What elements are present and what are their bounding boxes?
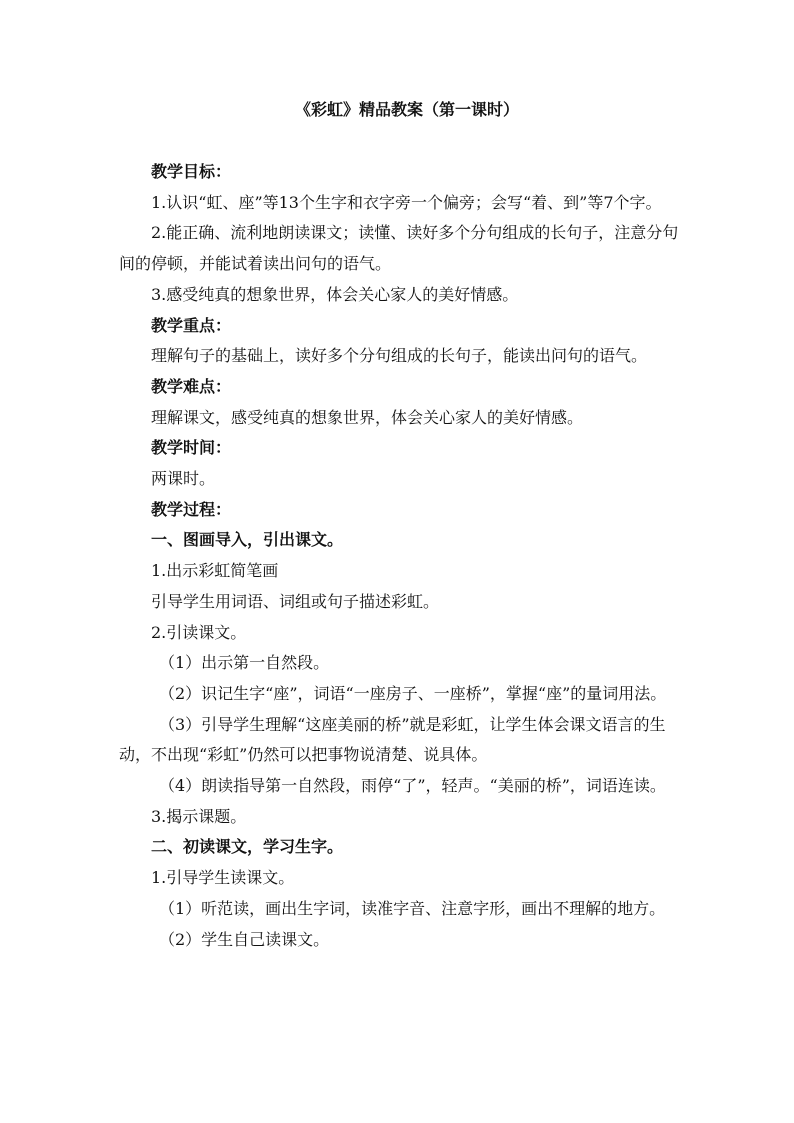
section-2-heading: 二、初读课文，学习生字。: [151, 837, 344, 857]
objective-3: 3.感受纯真的想象世界，体会关心家人的美好情感。: [151, 284, 519, 304]
s1-sub-3: （3）引导学生理解“这座美丽的桥”就是彩虹，让学生体会课文语言的生动，不出现“彩虹”仍然可以把事物说清楚、说具体。: [119, 714, 666, 765]
s1-item-2: 2.引读课文。: [151, 622, 247, 642]
s1-item-1-text: 引导学生用词语、词组或句子描述彩虹。: [151, 591, 440, 611]
section-1-heading: 一、图画导入，引出课文。: [151, 530, 344, 550]
process-heading: 教学过程：: [151, 499, 232, 519]
s1-sub-4: （4）朗读指导第一自然段，雨停“了”，轻声。“美丽的桥”，词语连读。: [159, 776, 666, 796]
time-heading: 教学时间：: [151, 438, 232, 458]
s1-item-1: 1.出示彩虹简笔画: [151, 561, 279, 581]
key-points-heading: 教学重点：: [151, 315, 232, 335]
difficulties-text: 理解课文，感受纯真的想象世界，体会关心家人的美好情感。: [151, 407, 584, 427]
time-text: 两课时。: [151, 469, 216, 489]
s2-sub-1: （1）听范读，画出生字词，读准字音、注意字形，画出不理解的地方。: [159, 898, 666, 918]
objective-1: 1.认识“虹、座”等13个生字和衣字旁一个偏旁；会写“着、到”等7个字。: [151, 192, 662, 212]
s1-item-3: 3.揭示课题。: [151, 806, 247, 826]
s2-item-1: 1.引导学生读课文。: [151, 868, 295, 888]
s1-sub-1: （1）出示第一自然段。: [159, 653, 330, 673]
s2-sub-2: （2）学生自己读课文。: [159, 929, 330, 949]
objectives-heading: 教学目标：: [151, 162, 232, 181]
difficulties-heading: 教学难点：: [151, 376, 232, 396]
document-title: 《彩虹》精品教案（第一课时）: [294, 100, 519, 119]
key-points-text: 理解句子的基础上，读好多个分句组成的长句子，能读出问句的语气。: [151, 346, 648, 366]
objective-2: 2.能正确、流利地朗读课文；读懂、读好多个分句组成的长句子，注意分句间的停顿，并能试着读出问句的语气。: [119, 223, 679, 274]
s1-sub-2: （2）识记生字“座”，词语“一座房子、一座桥”，掌握“座”的量词用法。: [159, 683, 667, 703]
document-page: [119, 95, 679, 955]
